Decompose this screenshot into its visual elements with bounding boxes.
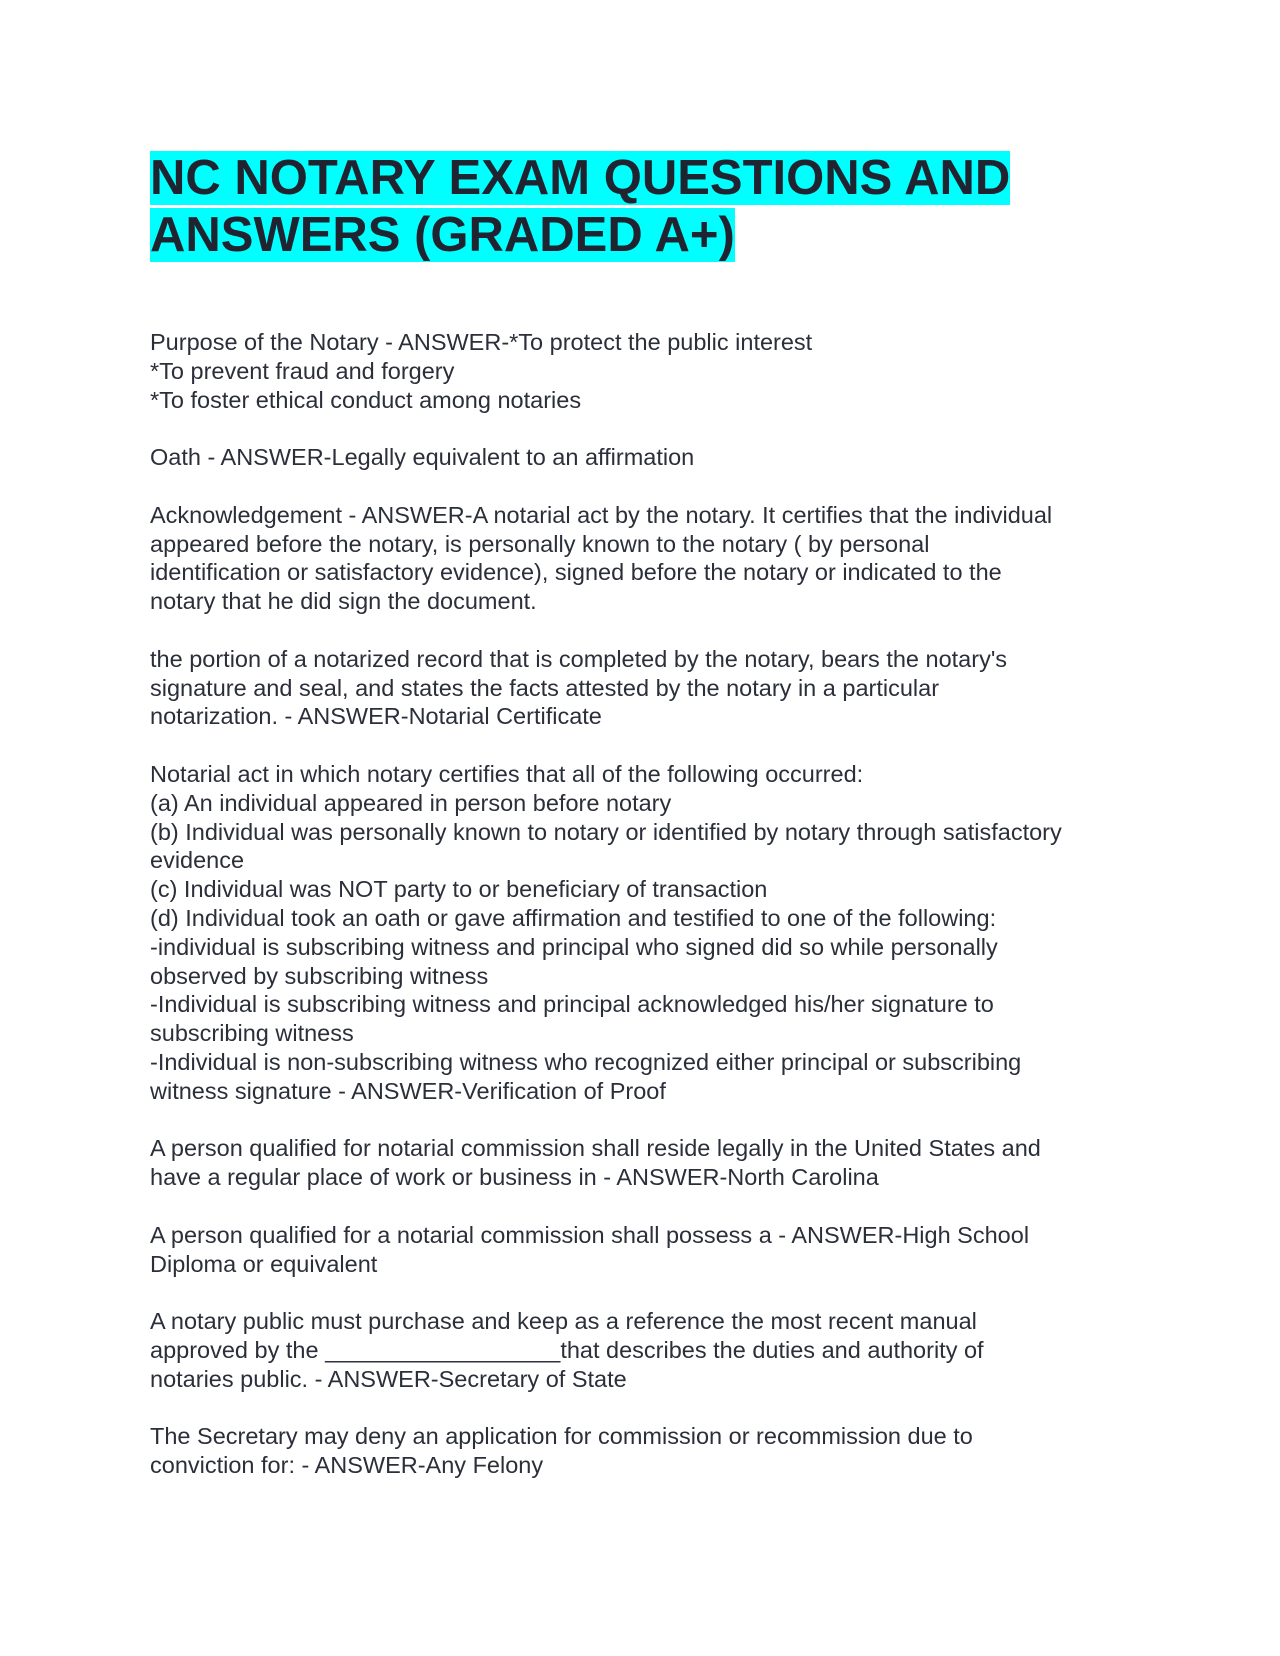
qa-line: subscribing witness [150,1020,354,1047]
qa-line: Diploma or equivalent [150,1250,378,1277]
qa-block [150,1134,1140,1192]
qa-block [150,443,1140,472]
qa-line: *To foster ethical conduct among notaries [150,386,582,413]
qa-line: approved by the __________________that describes the duties and authority of [150,1336,984,1363]
qa-line: Notarial act in which notary certifies that all of the following occurred: [150,760,864,787]
qa-line: signature and seal, and states the facts attested by the notary in a particular [150,674,940,701]
qa-list [150,328,1140,1480]
qa-line: notary that he did sign the document. [150,588,537,615]
qa-line: notarization. - ANSWER-Notarial Certificate [150,703,602,730]
title-line: ANSWERS (GRADED A+) [150,208,735,262]
qa-block [150,645,1140,731]
qa-line: evidence [150,847,245,874]
qa-line: notaries public. - ANSWER-Secretary of State [150,1365,627,1392]
qa-block [150,760,1140,1106]
qa-line: (d) Individual took an oath or gave affirmation and testified to one of the following: [150,904,997,931]
qa-line: appeared before the notary, is personally known to the notary ( by personal [150,530,930,557]
qa-block [150,1422,1140,1480]
qa-block [150,328,1140,414]
qa-line: observed by subscribing witness [150,962,489,989]
title-line: NC NOTARY EXAM QUESTIONS AND [150,151,1011,205]
qa-line: witness signature - ANSWER-Verification of Proof [150,1077,666,1104]
qa-line: the portion of a notarized record that is completed by the notary, bears the notary's [150,645,1008,672]
qa-line: (c) Individual was NOT party to or beneficiary of transaction [150,876,768,903]
qa-line: -Individual is non-subscribing witness who recognized either principal or subscribing [150,1048,1022,1075]
qa-block [150,1221,1140,1279]
document-page [150,150,1140,1509]
qa-line: identification or satisfactory evidence), signed before the notary or indicated to the [150,559,1002,586]
qa-line: (a) An individual appeared in person before notary [150,789,672,816]
qa-line: A person qualified for a notarial commission shall possess a - ANSWER-High School [150,1221,1030,1248]
qa-line: -individual is subscribing witness and principal who signed did so while personally [150,933,998,960]
qa-line: *To prevent fraud and forgery [150,357,455,384]
qa-line: The Secretary may deny an application for commission or recommission due to [150,1423,973,1450]
qa-block [150,1307,1140,1393]
qa-line: Acknowledgement - ANSWER-A notarial act by the notary. It certifies that the individual [150,501,1053,528]
qa-line: -Individual is subscribing witness and principal acknowledged his/her signature to [150,991,994,1018]
qa-line: (b) Individual was personally known to notary or identified by notary through satisfactory [150,818,1062,845]
qa-line: A notary public must purchase and keep as a reference the most recent manual [150,1308,977,1335]
document-title [150,150,1140,264]
qa-line: conviction for: - ANSWER-Any Felony [150,1452,544,1479]
qa-block [150,501,1140,616]
qa-line: have a regular place of work or business in - ANSWER-North Carolina [150,1164,879,1191]
qa-line: Oath - ANSWER-Legally equivalent to an affirmation [150,444,695,471]
qa-line: Purpose of the Notary - ANSWER-*To protect the public interest [150,329,813,355]
qa-line: A person qualified for notarial commission shall reside legally in the United States and [150,1135,1041,1162]
